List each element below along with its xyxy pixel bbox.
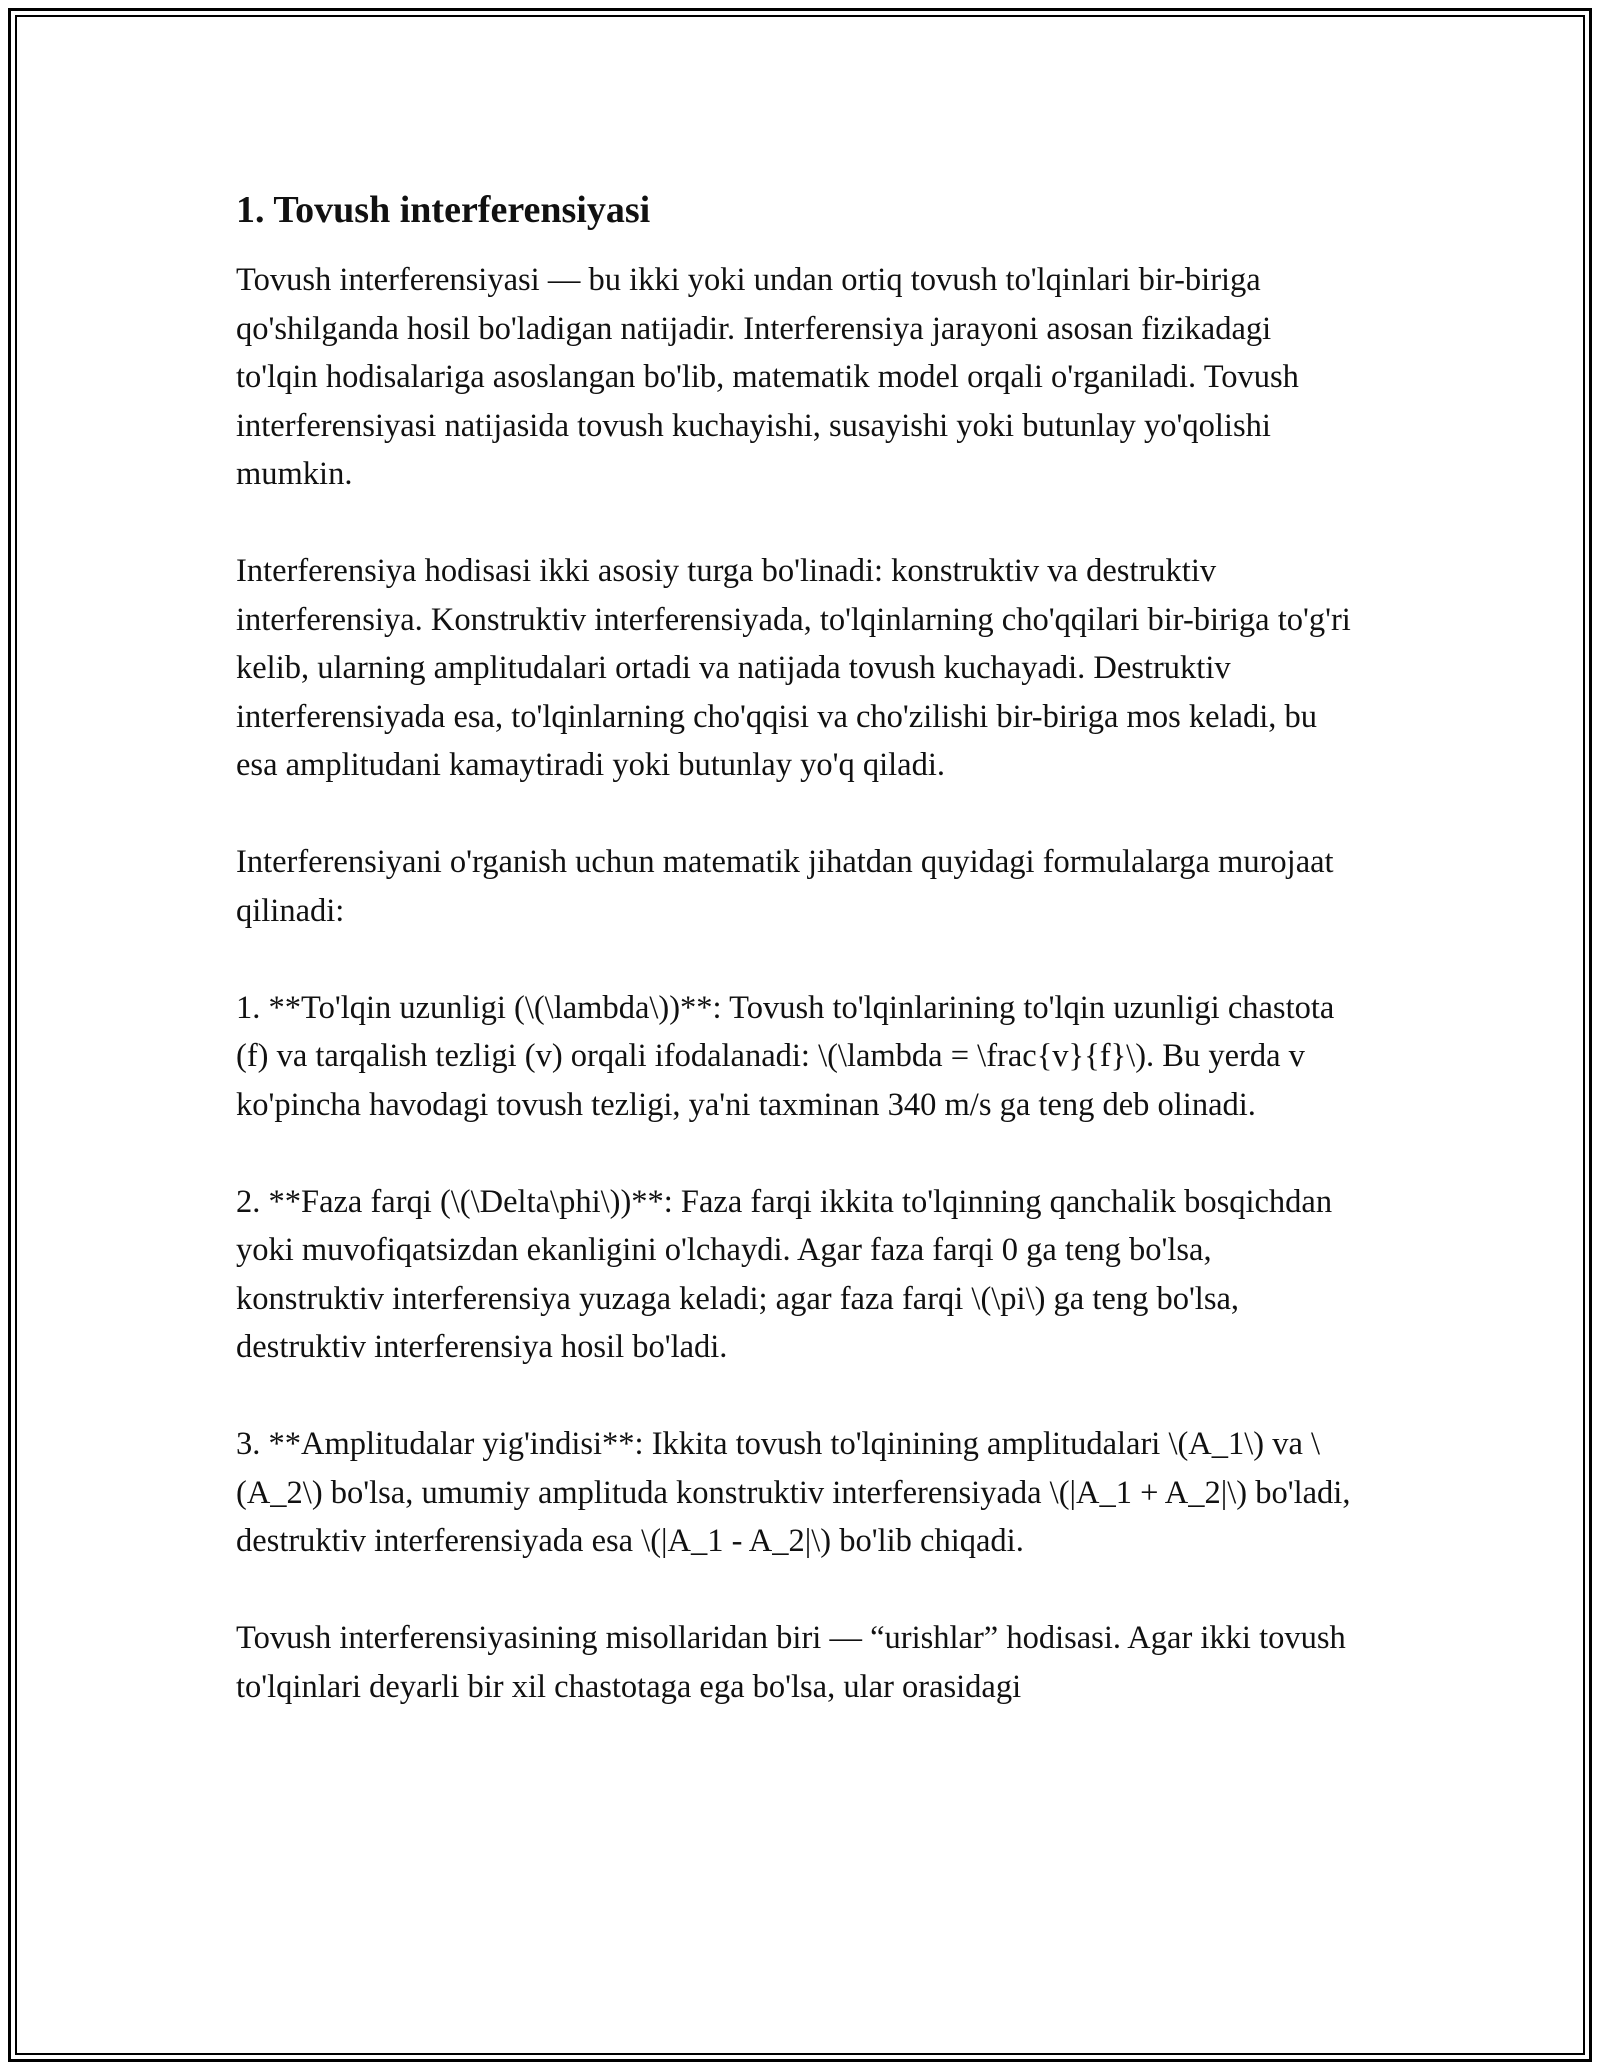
document-body (236, 186, 1356, 1760)
paragraph-formulas-intro: Interferensiyani o'rganish uchun matematik jihatdan quyidagi formulalarga murojaat qilinadi: (236, 844, 1334, 929)
paragraph-beats: Tovush interferensiyasining misollaridan biri — “urishlar” hodisasi. Agar ikki tovush to'lqinlari deyarli bir xil chastotaga ega bo'lsa, ular orasidagi (236, 1620, 1346, 1705)
paragraph-intro: Tovush interferensiyasi — bu ikki yoki undan ortiq tovush to'lqinlari bir-biriga qo'shilganda hosil bo'ladigan natijadir. Interferensiya jarayoni asosan fizikadagi to'lqin hodisalariga asoslangan bo'lib, matematik model orqali o'rganiladi. Tovush interferensiyasi natijasida tovush kuchayishi, susayishi yoki butunlay yo'qolishi mumkin. (236, 262, 1299, 492)
paragraph-phase-difference: 2. **Faza farqi (\(\Delta\phi\))**: Faza farqi ikkita to'lqinning qanchalik bosqichdan yoki muvofiqatsizdan ekanligini o'lchaydi. Agar faza farqi 0 ga teng bo'lsa, konstruktiv interferensiya yuzaga keladi; agar faza farqi \(\pi\) ga teng bo'lsa, destruktiv interferensiya hosil bo'ladi. (236, 1183, 1333, 1365)
paragraph-wavelength: 1. **To'lqin uzunligi (\(\lambda\))**: Tovush to'lqinlarining to'lqin uzunligi chastota (f) va tarqalish tezligi (v) orqali ifodalanadi: \(\lambda = \frac{v}{f}\). Bu yerda v ko'pincha havodagi tovush tezligi, ya'ni taxminan 340 m/s ga teng deb olinadi. (236, 989, 1335, 1123)
paragraph-types: Interferensiya hodisasi ikki asosiy turga bo'linadi: konstruktiv va destruktiv interferensiya. Konstruktiv interferensiyada, to'lqinlarning cho'qqilari bir-biriga to'g'ri kelib, ularning amplitudalari ortadi va natijada tovush kuchayadi. Destruktiv interferensiyada esa, to'lqinlarning cho'qqisi va cho'zilishi bir-biriga mos keladi, bu esa amplitudani kamaytiradi yoki butunlay yo'q qiladi. (236, 553, 1351, 783)
paragraph-amplitude-sum: 3. **Amplitudalar yig'indisi**: Ikkita tovush to'lqinining amplitudalari \(A_1\) va \(A_2\) bo'lsa, umumiy amplituda konstruktiv interferensiyada \(|A_1 + A_2|\) bo'ladi, destruktiv interferensiyada esa \(|A_1 - A_2|\) bo'lib chiqadi. (236, 1426, 1351, 1559)
section-heading: 1. Tovush interferensiyasi (236, 189, 651, 231)
